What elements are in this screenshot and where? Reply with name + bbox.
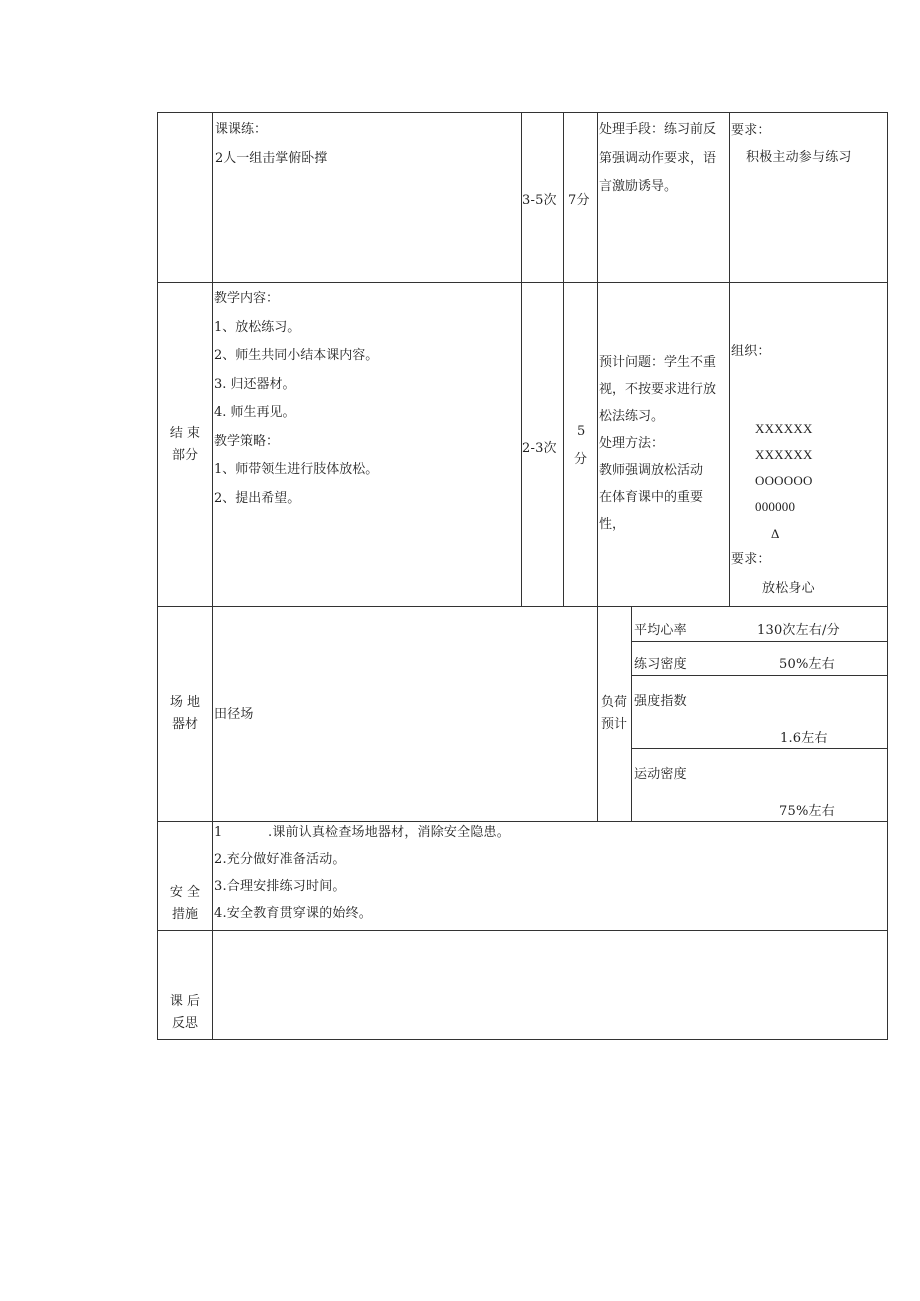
metric-value: 75%左右 bbox=[779, 804, 835, 819]
ending-content-line: 2、提出希望。 bbox=[214, 490, 301, 506]
metric-value: 1.6左右 bbox=[780, 731, 828, 746]
table-border-right bbox=[887, 112, 888, 1040]
row-divider bbox=[157, 930, 888, 931]
ending-content-line: 1、师带领生进行肢体放松。 bbox=[214, 462, 379, 477]
metric-name: 平均心率 bbox=[634, 623, 687, 638]
practice-count: 3-5次 bbox=[522, 193, 557, 208]
table-border-top bbox=[157, 112, 888, 113]
safety-item-number: 1 bbox=[214, 825, 223, 840]
practice-content-line: 课课练： bbox=[215, 122, 268, 137]
ending-time-unit: 分 bbox=[574, 452, 588, 467]
ending-content-line: 3. 归还器材。 bbox=[214, 376, 296, 392]
formation-row: XXXXXX bbox=[755, 447, 813, 462]
load-label-line: 负荷 bbox=[600, 695, 627, 710]
ending-method-line: 预计问题：学生不重 bbox=[599, 355, 717, 370]
ending-method bbox=[599, 349, 716, 538]
practice-requirement-text: 积极主动参与练习 bbox=[746, 150, 852, 165]
time-column-divider bbox=[563, 112, 564, 607]
reflection-label-line: 课 后 bbox=[169, 994, 201, 1009]
safety-label-line: 安 全 bbox=[169, 885, 201, 900]
ending-content-line: 教学内容： bbox=[214, 291, 280, 306]
ending-method-line: 松法练习。 bbox=[599, 409, 665, 424]
reflection-label-line: 反思 bbox=[171, 1016, 198, 1031]
table-border-bottom bbox=[157, 1039, 888, 1040]
ending-label-line: 部分 bbox=[171, 448, 198, 463]
safety-item: 4.安全教育贯穿课的始终。 bbox=[214, 906, 373, 921]
venue-label-line: 场 地 bbox=[169, 695, 201, 710]
row-divider bbox=[157, 282, 888, 283]
venue-section-label bbox=[158, 692, 212, 736]
metric-divider bbox=[631, 641, 888, 642]
venue-name: 田径场 bbox=[214, 707, 254, 722]
practice-method-line: 言激励诱导。 bbox=[599, 179, 678, 194]
ending-content-line: 4. 师生再见。 bbox=[214, 405, 296, 420]
practice-method bbox=[599, 116, 716, 202]
ending-content-line: 2、师生共同小结本课内容。 bbox=[214, 348, 379, 363]
ending-time-number: 5 bbox=[577, 424, 586, 439]
ending-content bbox=[214, 285, 378, 513]
ending-label-line: 结 束 bbox=[169, 426, 201, 441]
metric-name: 运动密度 bbox=[634, 767, 687, 782]
metric-divider bbox=[631, 748, 888, 749]
row-divider bbox=[157, 606, 888, 607]
ending-section-label bbox=[158, 423, 212, 467]
row-divider bbox=[157, 821, 888, 822]
ending-method-line: 处理方法： bbox=[599, 436, 665, 451]
organization-column-divider bbox=[729, 112, 730, 607]
practice-content bbox=[215, 116, 327, 173]
metric-value: 130次左右/分 bbox=[757, 623, 840, 638]
ending-method-line: 在体育课中的重要 bbox=[599, 490, 704, 505]
reflection-content[interactable] bbox=[216, 940, 884, 1032]
safety-item: 2.充分做好准备活动。 bbox=[214, 852, 346, 867]
practice-method-line: 处理手段：练习前反 bbox=[599, 122, 717, 137]
practice-method-line: 第强调动作要求，语 bbox=[599, 150, 717, 166]
formation-row: 000000 bbox=[755, 499, 796, 514]
label-column-divider bbox=[212, 112, 213, 1040]
ending-method-line: 性， bbox=[599, 517, 626, 532]
metric-name: 强度指数 bbox=[634, 694, 687, 709]
safety-item: 3.合理安排练习时间。 bbox=[214, 879, 346, 894]
metric-divider bbox=[631, 675, 888, 676]
formation-row: OOOOOO bbox=[755, 473, 813, 488]
ending-requirement-text: 放松身心 bbox=[762, 581, 815, 596]
formation-row: XXXXXX bbox=[755, 421, 813, 436]
safety-item-text: .课前认真检查场地器材，消除安全隐患。 bbox=[268, 825, 510, 840]
venue-label-line: 器材 bbox=[171, 717, 198, 732]
ending-content-line: 教学策略： bbox=[214, 433, 280, 449]
practice-requirement-label: 要求： bbox=[731, 123, 771, 138]
teacher-position-marker: Δ bbox=[771, 526, 780, 541]
practice-time: 7分 bbox=[568, 193, 590, 208]
practice-content-line: 2人一组击掌俯卧撑 bbox=[215, 150, 328, 166]
metric-value: 50%左右 bbox=[779, 657, 835, 672]
ending-count: 2-3次 bbox=[522, 441, 557, 456]
metric-name: 练习密度 bbox=[634, 657, 687, 672]
safety-section-label bbox=[158, 882, 212, 926]
ending-requirement-label: 要求： bbox=[731, 552, 771, 567]
load-label-line: 预计 bbox=[600, 717, 627, 732]
ending-method-line: 视，不按要求进行放 bbox=[599, 382, 717, 397]
ending-content-line: 1、放松练习。 bbox=[214, 319, 301, 335]
safety-label-line: 措施 bbox=[171, 907, 198, 922]
load-estimate-label bbox=[587, 692, 641, 736]
reflection-section-label bbox=[158, 991, 212, 1035]
ending-method-line: 教师强调放松活动 bbox=[599, 463, 704, 478]
ending-organization-label: 组织： bbox=[731, 344, 771, 359]
count-column-divider bbox=[521, 112, 522, 607]
